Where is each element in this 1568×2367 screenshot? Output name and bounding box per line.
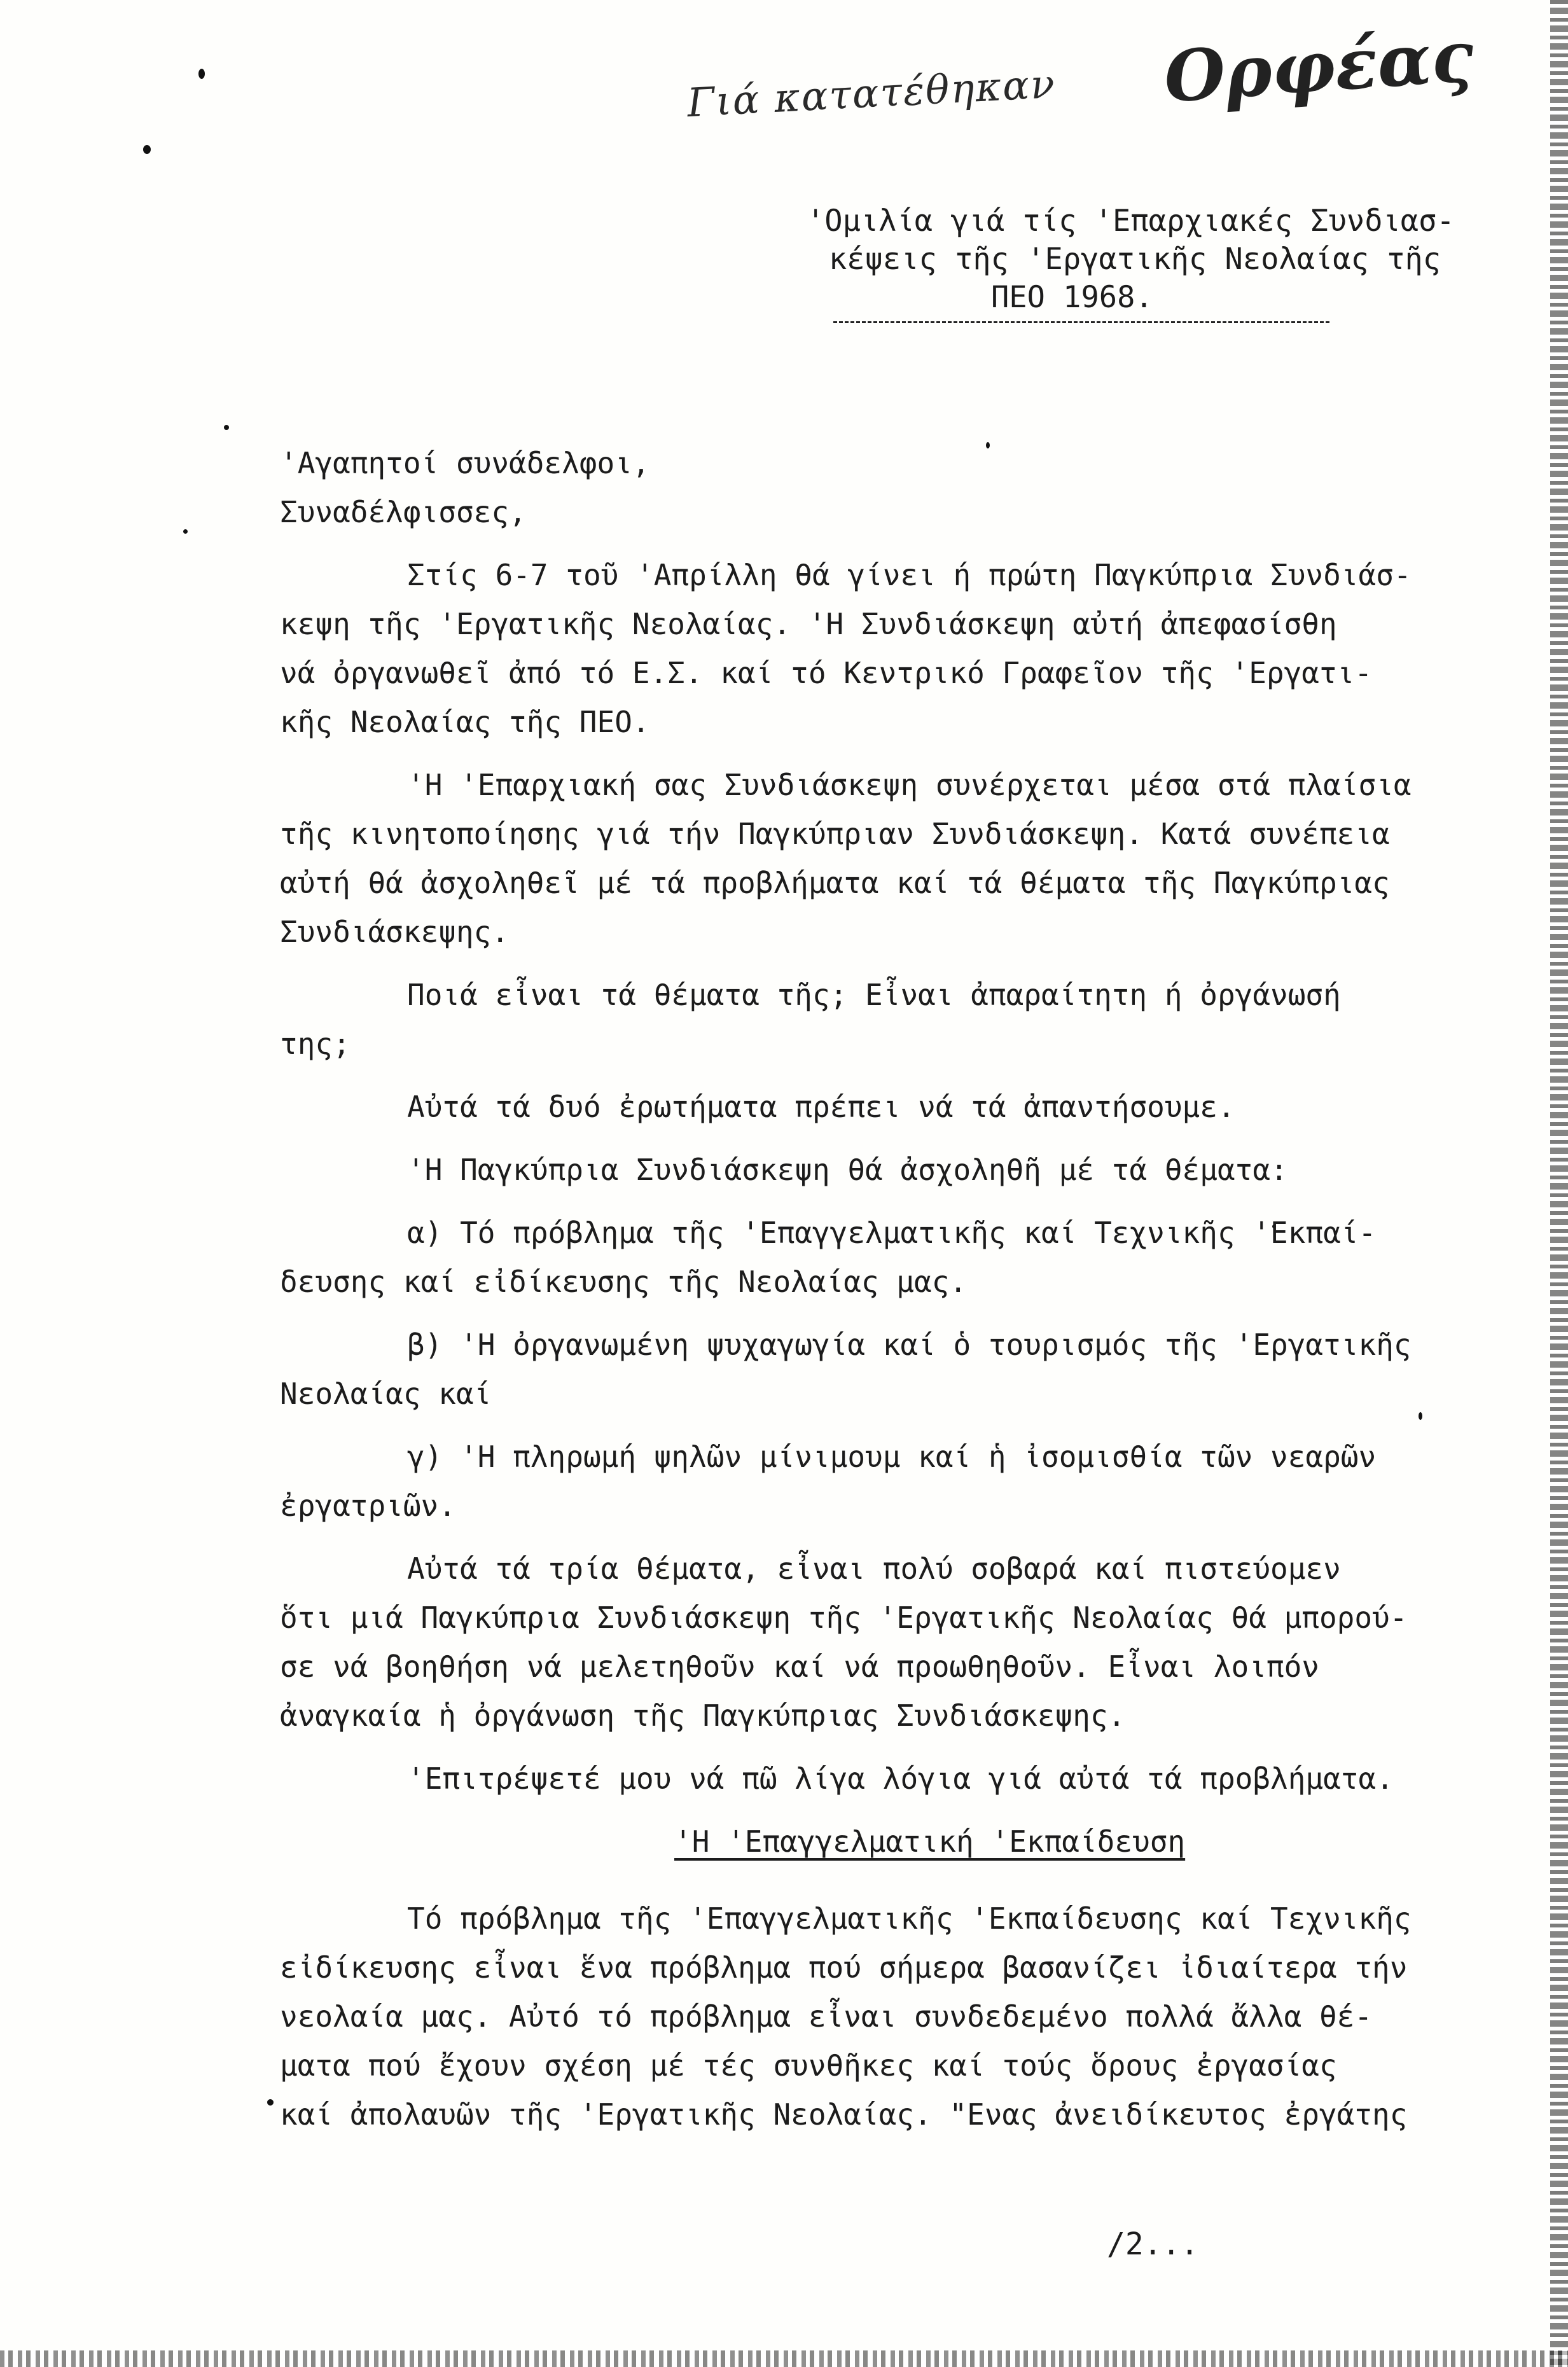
paragraph-6: [280, 1544, 1533, 1740]
text-line: κεψη τῆς 'Εργατικῆς Νεολαίας. 'Η Συνδιάσκεψη αὐτή ἀπεφασίσθη: [280, 607, 1337, 641]
scan-speck: [198, 69, 205, 79]
text-line: Τό πρόβλημα τῆς 'Επαγγελματικῆς 'Εκπαίδευσης καί Τεχνικῆς: [407, 1901, 1412, 1936]
text-line: ἀναγκαία ἡ ὀργάνωση τῆς Παγκύπριας Συνδιάσκεψης.: [280, 1698, 1126, 1733]
list-item-a: [280, 1209, 1533, 1307]
header-line: κέψεις τῆς 'Εργατικῆς Νεολαίας τῆς: [829, 242, 1441, 277]
text-line: νεολαία μας. Αὐτό τό πρόβλημα εἶναι συνδεδεμένο πολλά ἄλλα θέ-: [280, 1999, 1373, 2034]
text-line: της;: [280, 1027, 350, 1061]
text-line: Στίς 6-7 τοῦ 'Απρίλλη θά γίνει ή πρώτη Παγκύπρια Συνδιάσ-: [407, 558, 1412, 592]
section-title: 'Η 'Επαγγελματική 'Εκπαίδευση: [674, 1824, 1186, 1859]
text-line: Αὐτά τά τρία θέματα, εἶναι πολύ σοβαρά καί πιστεύομεν: [407, 1551, 1341, 1586]
handwritten-note: Γιά κατατέθηκαν: [686, 60, 1057, 127]
text-line: Συνδιάσκεψης.: [280, 915, 510, 949]
text-line: 'Η 'Επαρχιακή σας Συνδιάσκεψη συνέρχεται μέσα στά πλαίσια: [407, 768, 1412, 802]
text-line: Ποιά εἶναι τά θέματα τῆς; Εἶναι ἀπαραίτητη ή ὀργάνωσή: [407, 978, 1341, 1012]
header-line: ΠΕΟ 1968.: [991, 280, 1153, 315]
text-line: ἐργατριῶν.: [280, 1489, 456, 1523]
text-line: κῆς Νεολαίας τῆς ΠΕΟ.: [280, 705, 650, 739]
paragraph-2: [280, 761, 1533, 957]
paragraph-4: [280, 1083, 1533, 1132]
salutation-line: 'Αγαπητοί συνάδελφοι,: [280, 446, 650, 480]
text-line: Νεολαίας καί: [280, 1377, 492, 1411]
text-line: α) Τό πρόβλημα τῆς 'Επαγγελματικῆς καί Τεχνικῆς 'Εκπαί-: [407, 1216, 1377, 1250]
paragraph-8: [280, 1894, 1533, 2139]
text-line: εἰδίκευσης εἶναι ἕνα πρόβλημα πού σήμερα βασανίζει ἰδιαίτερα τήν: [280, 1950, 1408, 1985]
header-divider: [833, 321, 1329, 323]
list-item-b: [280, 1321, 1533, 1419]
header-line: 'Ομιλία γιά τίς 'Επαρχιακές Συνδιασ-: [807, 204, 1455, 239]
text-line: β) 'Η ὀργανωμένη ψυχαγωγία καί ὁ τουρισμός τῆς 'Εργατικῆς: [407, 1328, 1412, 1362]
scan-speck: [143, 145, 151, 154]
page-number: /2...: [1107, 2226, 1199, 2262]
text-line: 'Η Παγκύπρια Συνδιάσκεψη θά ἀσχοληθῆ μέ τά θέματα:: [407, 1153, 1288, 1187]
text-line: καί ἀπολαυῶν τῆς 'Εργατικῆς Νεολαίας. "Ενας ἀνειδίκευτος ἐργάτης: [280, 2097, 1408, 2132]
text-line: γ) 'Η πληρωμή ψηλῶν μίνιμουμ καί ἡ ἰσομισθία τῶν νεαρῶν: [407, 1440, 1377, 1474]
handwritten-signature: Ορφέας: [1162, 15, 1476, 118]
text-line: δευσης καί εἰδίκευσης τῆς Νεολαίας μας.: [280, 1265, 968, 1299]
scan-edge-bottom: [0, 2350, 1568, 2367]
text-line: τῆς κινητοποίησης γιά τήν Παγκύπριαν Συνδιάσκεψη. Κατά συνέπεια: [280, 817, 1390, 851]
text-line: αὐτή θά ἀσχοληθεῖ μέ τά προβλήματα καί τά θέματα τῆς Παγκύπριας: [280, 866, 1390, 900]
salutation-line: Συναδέλφισσες,: [280, 495, 527, 529]
handwritten-annotation: [686, 15, 1476, 134]
list-item-c: [280, 1433, 1533, 1531]
text-line: 'Επιτρέψετέ μου νά πῶ λίγα λόγια γιά αὐτά τά προβλήματα.: [407, 1761, 1394, 1796]
text-line: νά ὀργανωθεῖ ἀπό τό Ε.Σ. καί τό Κεντρικό Γραφεῖον τῆς 'Εργατι-: [280, 656, 1373, 690]
paragraph-1: [280, 551, 1533, 747]
scan-edge-right: [1550, 0, 1568, 2367]
paragraph-3: [280, 971, 1533, 1069]
text-line: σε νά βοηθήση νά μελετηθοῦν καί νά προωθηθοῦν. Εἶναι λοιπόν: [280, 1649, 1319, 1684]
text-line: ὅτι μιά Παγκύπρια Συνδιάσκεψη τῆς 'Εργατικῆς Νεολαίας θά μπορού-: [280, 1600, 1408, 1635]
document-body: [280, 439, 1533, 2139]
paragraph-7: [280, 1754, 1533, 1803]
paragraph-5: [280, 1146, 1533, 1195]
text-line: ματα πού ἔχουν σχέση μέ τές συνθῆκες καί τούς ὅρους ἐργασίας: [280, 2048, 1337, 2083]
scan-speck: [224, 425, 229, 430]
speech-header: [807, 202, 1538, 317]
scan-speck: [183, 529, 188, 534]
scan-speck: [267, 2099, 274, 2106]
text-line: Αὐτά τά δυό ἐρωτήματα πρέπει νά τά ἀπαντήσουμε.: [407, 1090, 1235, 1124]
